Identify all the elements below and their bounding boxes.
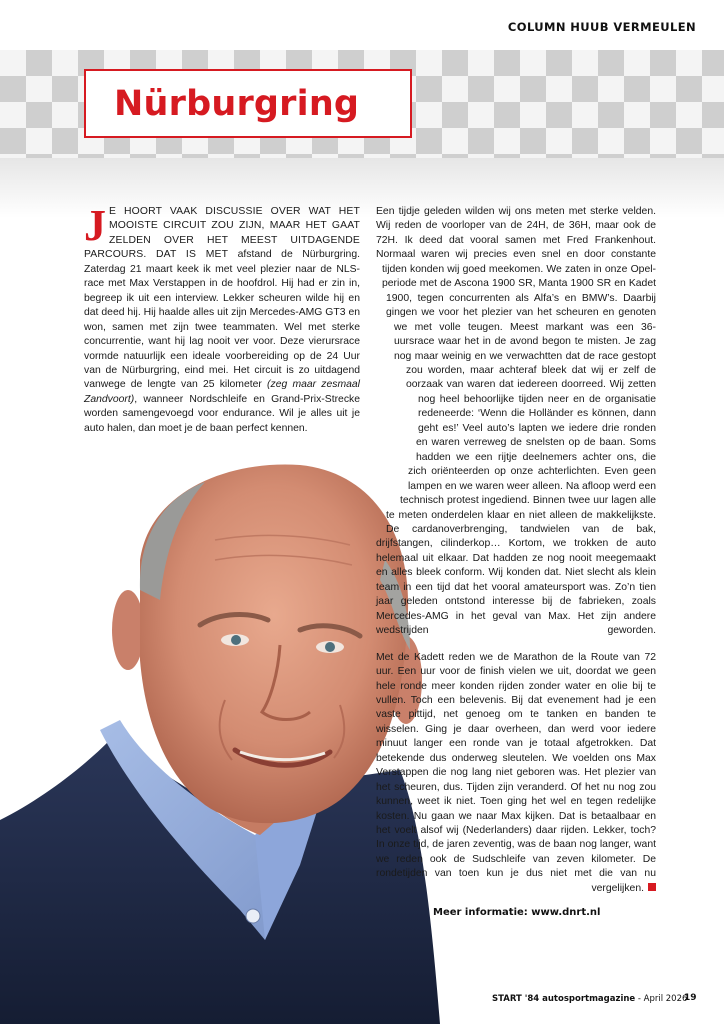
more-info-link[interactable]: Meer informatie: www.dnrt.nl bbox=[433, 907, 601, 918]
column-label: COLUMN HUUB VERMEULEN bbox=[507, 20, 696, 34]
right-paragraph-2 bbox=[376, 651, 656, 897]
title-box bbox=[84, 69, 412, 138]
footer-magazine: START '84 autosportmagazine bbox=[492, 994, 636, 1004]
lead-text: E HOORT VAAK DISCUSSIE OVER WAT HET MOOISTE CIRCUIT ZOU ZIJN, MAAR HET GAAT ZELDEN OVER HET MEEST UITDAGENDE PARCOURS. DAT IS MET bbox=[84, 206, 360, 261]
body-text-end: , wanneer Nordschleife en Grand-Prix-Strecke worden samengevoegd voor endurance. Wil je alles uit je auto halen, dan moet je de baan perfect kennen. bbox=[84, 393, 360, 434]
footer-issue: - April 2026 bbox=[635, 994, 688, 1004]
portrait-photo bbox=[0, 440, 440, 1024]
right-paragraph-2-text: Met de Kadett reden we de Marathon de la Route van 72 uur. Een uur voor de finish vielen we uit, doordat we geen hele ronde meer konden rijden zonder water en olie bij te vullen. Toch een belevenis. Bij dat evenement had je een vaste pittijd, net genoeg om te tanken en banden te wisselen. Ging je daar overheen, dan werd voor iedere minuut langer een ronde van je totaal afgetrokken. Dat betekende dus onderweg sleutelen. We voelden ons Max Verstappen die nog lang niet geboren was. Het plezier van het scheuren, dus. Tijden zijn veranderd. Of het nu nog zou kunnen, weet ik niet. Toen ging het wel en tegen redelijke kosten. Nu gaan we naar Max kijken. Dat is betaalbaar en het voelt alsof wij (Nederlanders) daar rijden. Lekker, toch? In onze tijd, de jaren zeventig, was de baan nog langer, want we reden ook de Sudschleife van zeven kilometer. De rondetijden van toen kun je dus niet met die van nu vergelijken. bbox=[376, 651, 656, 894]
intro-paragraph bbox=[84, 201, 360, 436]
end-mark-icon bbox=[648, 883, 656, 891]
left-column bbox=[84, 201, 360, 436]
drop-cap: J bbox=[84, 201, 106, 250]
page-number: 19 bbox=[684, 993, 697, 1003]
right-paragraph-1: Een tijdje geleden wilden wij ons meten met sterke velden. Wij reden de voorloper van de 24H, de 36H, maar ook de 72H. Ik deed dat vooral samen met Fred Frankenhout. Normaal waren wij precies even snel en door constante tijden konden wij goed meekomen. We zaten in onze Opel-periode met de Ascona 1900 SR, Manta 1900 SR en Kadet 1900, tegen concurrenten als Alfa’s en BMW’s. Daarbij gingen we voor het plezier van het scheuren en genoten we met volle teugen. Meest markant was een 36-uursrace waar het in de avond begon te misten. Je zag nog maar weinig en we verwachtten dat de race gestopt zou worden, maar achteraf bleek dat wij er zelf de oorzaak van waren dat iedereen doorreed. Wij zetten nog heel behoorlijke tijden neer en de organisatie redeneerde: ‘Wenn die Holländer es können, dann geht es!’ Veel auto’s lapten we iedere drie ronden en waren verreweg de snelsten op de baan. Soms hadden we een rijtje deelnemers achter ons, die zich oriënteerden op onze achterlichten. Even geen lampen en we waren weer alleen. Na afloop werd een technisch protest ingediend. Binnen twee uur lagen alle te meten onderdelen klaar en niet alleen de makkelijkste. De cardanoverbrenging, tandwielen van de bak, drijfstangen, cilinderkop… Kortom, we trokken de auto helemaal uit elkaar. Dat hadden ze nog nooit meegemaakt en alles bleek conform. Wij konden dat. Niet slecht als klein team in een tijd dat het vooral amateursport was. Zo’n tien jaar geleden ontstond interesse bij de fabrieken, zoals Mercedes-AMG in het geval van Max. Het zijn andere wedstrijden geworden. bbox=[376, 206, 656, 637]
right-column bbox=[376, 205, 656, 896]
body-italic-text: (zeg maar zesmaal Zandvoort) bbox=[84, 379, 360, 405]
footer bbox=[492, 994, 687, 1004]
body-text: afstand de Nürburgring. Zaterdag 21 maart keek ik met veel plezier naar de NLS-race met Max Verstappen in de hoofdrol. Hij had er zin in, begreep ik uit een interview. Lekker scheuren wilde hij en dat deed hij. Hij haalde alles uit zijn Mercedes-AMG GT3 en won, samen met zijn twee teammaten. Wel met sterke concurrentie, want hij lag nooit ver voor. Deze vierursrace vormde natuurlijk een ideale voorbereiding op de 24 Uur van de Nürburgring, eind mei. Het circuit is zo uitdagend vanwege de lengte van 25 kilometer bbox=[84, 249, 360, 391]
page-title: Nürburgring bbox=[114, 83, 360, 124]
